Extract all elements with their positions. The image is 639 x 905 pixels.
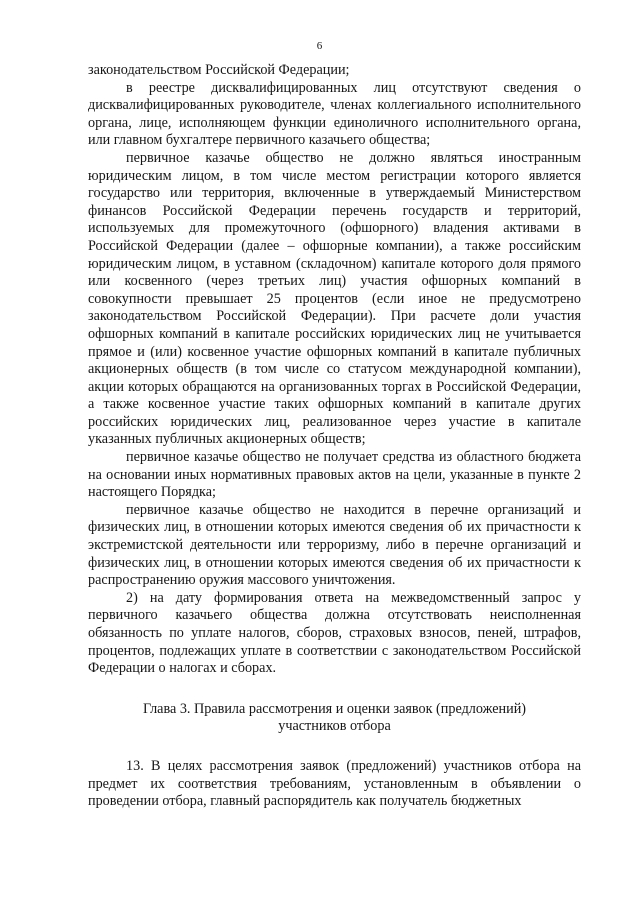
chapter-heading-line-1: Глава 3. Правила рассмотрения и оценки заявок (предложений) (142, 700, 527, 717)
paragraph-extremism-list: первичное казачье общество не находится в перечне организаций и физических лиц, в отношении которых имеются сведения об их причастности к экстремистской деятельности или терроризму, либо в перечне организаций и физических лиц, в отношении которых имеются сведения об их причастности к распространению оружия массового уничтожения. (88, 501, 581, 589)
paragraph-regional-budget: первичное казачье общество не получает средства из областного бюджета на основании иных нормативных правовых актов на цели, указанные в пункте 2 настоящего Порядка; (88, 449, 581, 501)
paragraph-disqualified-registry: в реестре дисквалифицированных лиц отсутствуют сведения о дисквалифицированных руководителе, членах коллегиального исполнительного органа, лице, исполняющем функции единоличного исполнительного органа, или главном бухгалтере первичного казачьего общества; (88, 79, 581, 149)
chapter-heading-line-2: участников отбора (278, 718, 391, 735)
page-number: 6 (316, 40, 323, 52)
document-body (88, 62, 581, 811)
paragraph-continuation: законодательством Российской Федерации; (88, 62, 350, 78)
paragraph-offshore-requirement: первичное казачье общество не должно являться иностранным юридическим лицом, в том числе местом регистрации которого является государство или территория, включенные в утверждаемый Министерством финансов Российской Федерации перечень государств и территорий, используемых для промежуточного (офшорного) владения активами в Российской Федерации (далее – офшорные компании), а также российским юридическим лицом, в уставном (складочном) капитале которого доля прямого или косвенного (через третьих лиц) участия офшорных компаний в совокупности превышает 25 процентов (если иное не предусмотрено законодательством Российской Федерации). При расчете доли участия офшорных компаний в капитале российских юридических лиц не учитывается прямое и (или) косвенное участие офшорных компаний в капитале публичных акционерных обществ (в том числе со статусом международной компании), акции которых обращаются на организованных торгах в Российской Федерации, а также косвенное участие таких офшорных компаний в капитале других российских юридических лиц, реализованное через участие в капитале указанных публичных акционерных обществ; (88, 149, 581, 448)
paragraph-item-13: 13. В целях рассмотрения заявок (предложений) участников отбора на предмет их соответствия требованиям, установленным в объявлении о проведении отбора, главный распорядитель как получатель бюджетных (88, 757, 581, 810)
paragraph-tax-obligations: 2) на дату формирования ответа на межведомственный запрос у первичного казачьего общества должна отсутствовать неисполненная обязанность по уплате налогов, сборов, страховых взносов, пеней, штрафов, процентов, подлежащих уплате в соответствии с законодательством Российской Федерации о налогах и сборах. (88, 589, 581, 677)
chapter-heading (88, 701, 581, 736)
